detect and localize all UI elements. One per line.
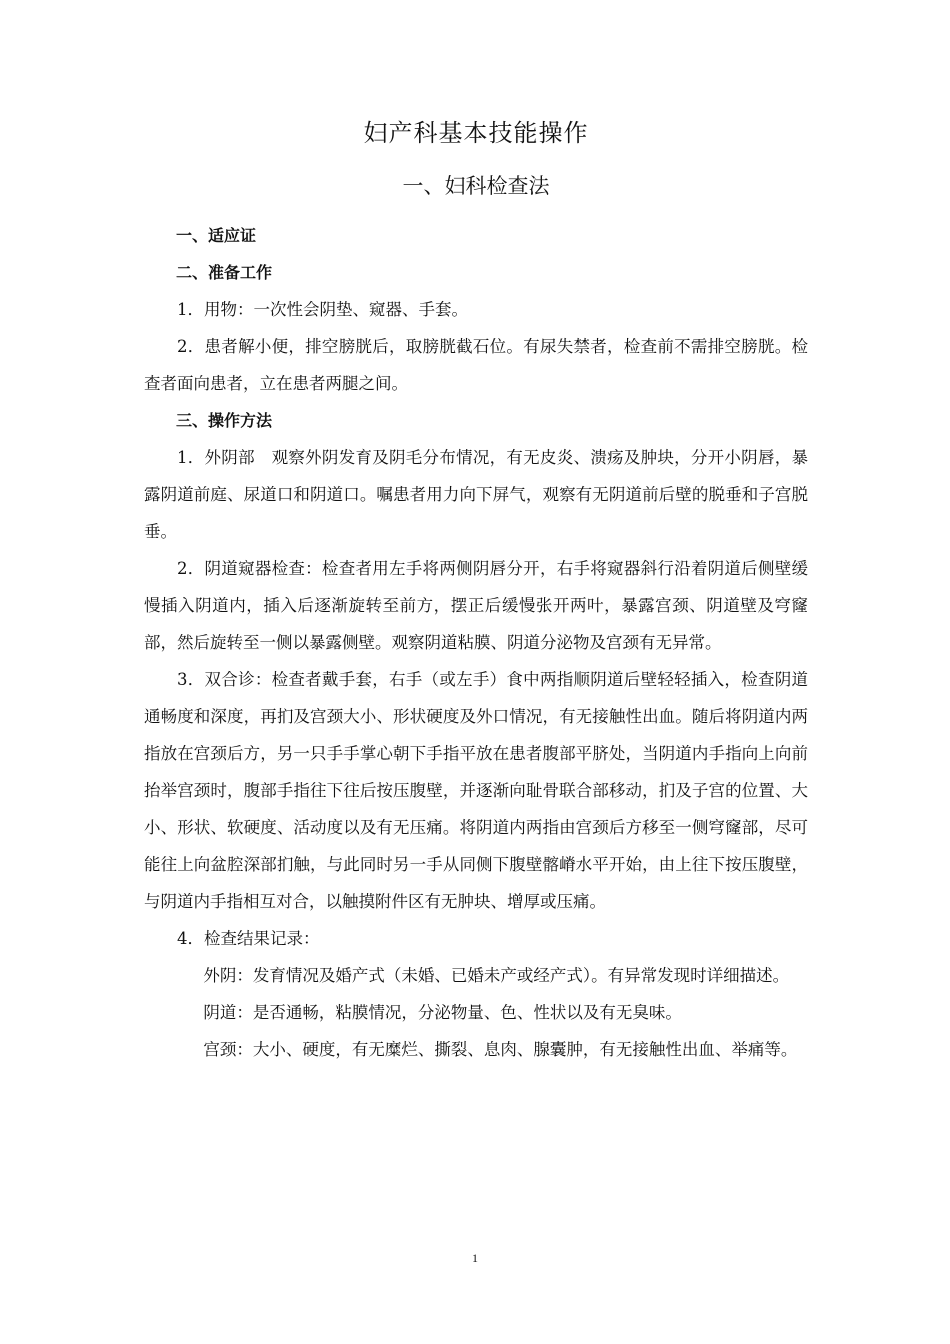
document-title: 妇产科基本技能操作 <box>363 119 589 147</box>
heading-indications: 一、适应证 <box>176 226 257 245</box>
paragraph-vulva: 1．外阴部 观察外阴发育及阴毛分布情况，有无皮炎、溃疡及肿块，分开小阴唇，暴露阴道前庭、尿道口和阴道口。嘱患者用力向下屏气，观察有无阴道前后壁的脱垂和子宫脱垂。 <box>144 448 808 541</box>
paragraph-speculum: 2．阴道窥器检查：检查者用左手将两侧阴唇分开，右手将窥器斜行沿着阴道后侧壁缓慢插入阴道内，插入后逐渐旋转至前方，摆正后缓慢张开两叶，暴露宫颈、阴道壁及穹窿部，然后旋转至一侧以暴露侧壁。观察阴道粘膜、阴道分泌物及宫颈有无异常。 <box>144 559 808 652</box>
record-vagina: 阴道：是否通畅，粘膜情况，分泌物量、色、性状以及有无臭味。 <box>203 1003 682 1022</box>
document-body <box>144 217 808 1068</box>
section-subtitle: 一、妇科检查法 <box>402 174 550 198</box>
paragraph-record-heading: 4．检查结果记录： <box>177 929 320 948</box>
record-vulva: 外阴：发育情况及婚产式（未婚、已婚未产或经产式）。有异常发现时详细描述。 <box>203 966 790 985</box>
heading-preparation: 二、准备工作 <box>176 263 273 282</box>
paragraph-supplies: 1．用物：一次性会阴垫、窥器、手套。 <box>177 300 468 319</box>
paragraph-bimanual: 3．双合诊：检查者戴手套，右手（或左手）食中两指顺阴道后壁轻轻插入，检查阴道通畅度和深度，再扪及宫颈大小、形状硬度及外口情况，有无接触性出血。随后将阴道内两指放在宫颈后方，另一只手手掌心朝下手指平放在患者腹部平脐处，当阴道内手指向上向前抬举宫颈时，腹部手指往下往后按压腹壁，并逐渐向耻骨联合部移动，扪及子宫的位置、大小、形状、软硬度、活动度以及有无压痛。将阴道内两指由宫颈后方移至一侧穹窿部，尽可能往上向盆腔深部扪触，与此同时另一手从同侧下腹壁髂嵴水平开始，由上往下按压腹壁，与阴道内手指相互对合，以触摸附件区有无肿块、增厚或压痛。 <box>144 670 808 911</box>
heading-procedure: 三、操作方法 <box>176 411 273 430</box>
record-cervix: 宫颈：大小、硬度，有无糜烂、撕裂、息肉、腺囊肿，有无接触性出血、举痛等。 <box>203 1040 798 1059</box>
paragraph-patient-prep: 2．患者解小便，排空膀胱后，取膀胱截石位。有尿失禁者，检查前不需排空膀胱。检查者面向患者，立在患者两腿之间。 <box>144 337 808 393</box>
page-number: 1 <box>472 1251 478 1265</box>
